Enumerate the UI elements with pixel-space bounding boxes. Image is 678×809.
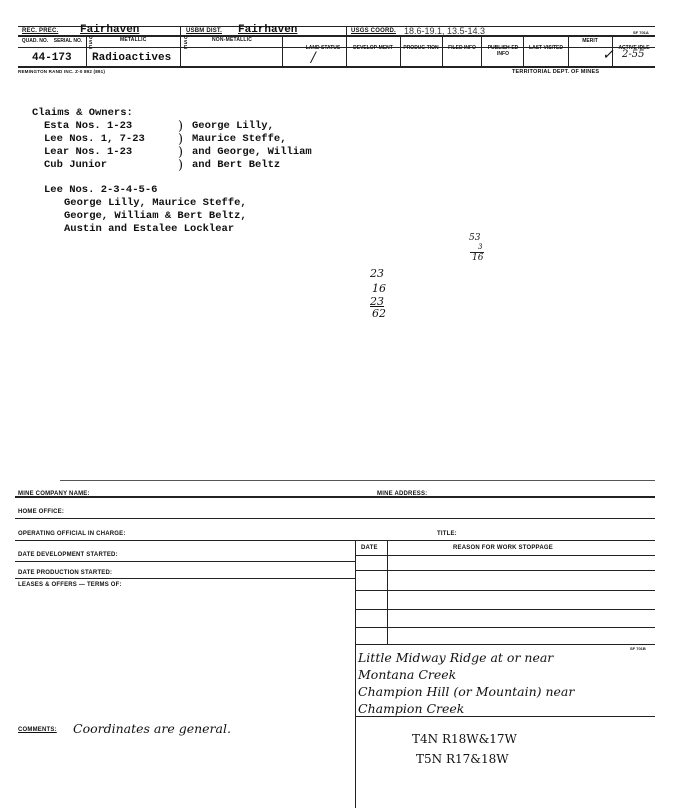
table-vrule [355,540,356,808]
use-left-letters [89,36,93,51]
table-rule [355,644,655,645]
header-vrule [180,26,181,66]
table-rule [355,609,655,610]
metallic-label: METALLIC [120,37,147,43]
footer-top-rule [60,480,655,481]
claim-name: Cub Junior [44,159,108,171]
use-letter: S [184,40,188,46]
lee-heading: Lee Nos. 2-3-4-5-6 [44,184,158,196]
header-vrule [568,35,569,66]
lee-owner-line: Austin and Estalee Locklear [64,223,235,235]
footer-rule [355,716,655,717]
brace-mark: ) [178,158,184,173]
location-note: Little Midway Ridge at or near [358,650,554,665]
header-vrule [400,35,401,66]
usbm-dist-label: USBM DIST. [186,28,223,34]
check-mark-right: ✓ [602,47,614,63]
fraction-bottom: 16 [472,253,484,263]
comments-label: COMMENTS: [18,727,57,733]
filed-info-label: FILED INFO [448,45,476,51]
serial-no-label: SERIAL NO. [53,38,83,44]
claim-name: Lear Nos. 1-23 [44,146,133,158]
published-info-label: PUBLISH-ED INFO [487,45,519,57]
location-note: Champion Hill (or Mountain) near [358,684,575,699]
claim-name: Esta Nos. 1-23 [44,120,133,132]
brace-mark: ) [178,145,184,160]
use-letter: U [89,35,93,41]
usgs-coord-value: 18.6-19.1, 13.5-14.3 [404,26,486,36]
usgs-coord-label: USGS COORD. [351,28,396,34]
development-label: DEVELOP-MENT [353,45,393,51]
header-rule-4 [18,66,655,68]
footer-rule [15,496,655,498]
location-note: Montana Creek [358,667,457,682]
merit-label: MERIT [582,38,598,44]
claim-owner: Maurice Steffe, [192,133,287,145]
use-right-letters [184,36,188,51]
production-label: PRODUC-TION [403,45,439,51]
table-rule [355,570,655,571]
footer-rule [15,518,655,519]
usbm-dist-value: Fairhaven [238,24,298,36]
serial-value: 44-173 [32,52,72,64]
fraction-mid: 3 [478,243,483,251]
comments-value: Coordinates are general. [73,721,231,736]
margin-number: 16 [372,282,386,295]
brace-mark: ) [178,119,184,134]
non-metallic-label: NON-METALLIC [212,37,253,43]
active-idle-label: ACTIVE IDLE [618,45,650,51]
date-production-label: DATE PRODUCTION STARTED: [18,570,113,576]
rec-prec-label: REC. PREC. [22,28,59,34]
township-line: T4N R18W&17W [412,732,517,746]
header-vrule [523,35,524,66]
margin-number: 23 [370,295,384,308]
leases-offers-label: LEASES & OFFERS — TERMS OF: [18,582,122,588]
use-letter: U [184,35,188,41]
date-development-label: DATE DEVELOPMENT STARTED: [18,552,118,558]
claim-name: Lee Nos. 1, 7-23 [44,133,145,145]
footer-rule [15,578,355,579]
margin-number: 23 [370,267,384,280]
mine-company-label: MINE COMPANY NAME: [18,491,90,497]
table-rule [355,555,655,556]
form-number-top: SF 701A [633,30,649,35]
claim-owner: and Bert Beltz [192,159,281,171]
use-letter: E [89,45,93,51]
dept-line: TERRITORIAL DEPT. OF MINES [512,69,600,75]
land-status-label: LAND STATUS [305,45,341,51]
use-letter: S [89,40,93,46]
rec-prec-value: Fairhaven [80,24,140,36]
header-vrule [86,35,87,66]
brace-mark: ) [178,132,184,147]
claim-owner: George Lilly, [192,120,274,132]
location-note: Champion Creek [358,701,465,716]
land-status-check: / [311,50,316,66]
mine-address-label: MINE ADDRESS: [377,491,428,497]
township-line: T5N R17&18W [416,752,509,766]
header-vrule [442,35,443,66]
printer-line: REMINGTON RAND INC. Z-0 892 (891) [18,69,106,74]
claim-owner: and George, William [192,146,312,158]
number-right: 2-55 [622,49,645,60]
home-office-label: HOME OFFICE: [18,509,65,515]
reason-column-label: REASON FOR WORK STOPPAGE [453,545,553,551]
operating-official-label: OPERATING OFFICIAL IN CHARGE: [18,531,126,537]
date-column-label: DATE [361,545,378,551]
quad-no-label: QUAD. NO. [21,38,49,44]
lee-owner-line: George Lilly, Maurice Steffe, [64,197,247,209]
footer-rule [15,561,355,562]
footer-rule [15,540,655,541]
use-letter: E [184,45,188,51]
metallic-value: Radioactives [92,52,172,64]
last-visited-label: LAST VISITED [529,45,563,51]
lee-owner-line: George, William & Bert Beltz, [64,210,247,222]
table-rule [355,627,655,628]
header-vrule [282,35,283,66]
margin-number: 62 [372,307,386,320]
form-number-bottom: SF 701B [630,646,646,651]
title-label: TITLE: [437,531,457,537]
fraction-top: 53 [469,233,481,243]
table-rule [355,590,655,591]
claims-heading: Claims & Owners: [32,107,133,119]
header-vrule [346,26,347,66]
header-vrule [481,35,482,66]
